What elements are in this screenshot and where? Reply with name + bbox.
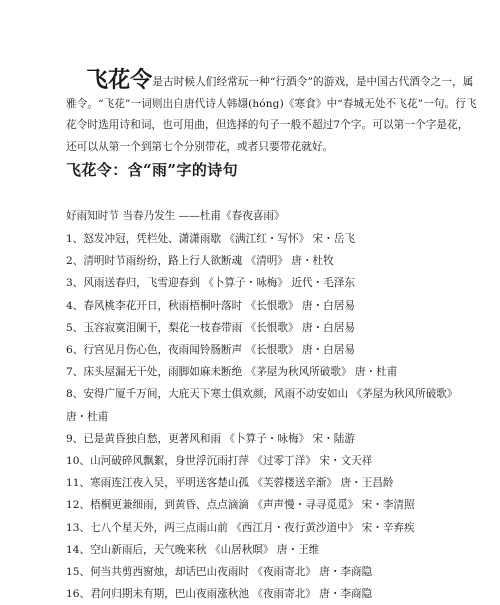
list-item: 5、玉容寂寞泪阑干，梨花一枝春带雨 《长恨歌》 唐・白居易 xyxy=(66,321,355,334)
list-item: 4、春风桃李花开日，秋雨梧桐叶落时 《长恨歌》 唐・白居易 xyxy=(66,299,355,312)
list-item: 10、山河破碎风飘絮，身世浮沉雨打萍 《过零丁洋》 宋・文天祥 xyxy=(66,455,373,468)
list-item: 15、何当共剪西窗烛，却话巴山夜雨时 《夜雨寄北》 唐・李商隐 xyxy=(66,566,373,579)
list-item: 8、安得广厦千万间，大庇天下寒士俱欢颜，风雨不动安如山 《茅屋为秋风所破歌》 xyxy=(66,388,458,401)
list-item: 唐・杜甫 xyxy=(66,410,109,423)
list-item: 2、清明时节雨纷纷，路上行人欲断魂 《清明》 唐・杜牧 xyxy=(66,255,334,268)
intro-big-title: 飞花令 xyxy=(86,67,153,93)
section-heading: 飞花令：含“雨”字的诗句 xyxy=(66,161,239,179)
example-verse: 好雨知时节 当春乃发生 ——杜甫《春夜喜雨》 xyxy=(66,210,285,222)
list-item: 16、君问归期未有期，巴山夜雨涨秋池 《夜雨寄北》 唐・李商隐 xyxy=(66,588,373,601)
list-item: 9、已是黄昏独自愁，更著风和雨 《卜算子・咏梅》 宋・陆游 xyxy=(66,432,355,445)
list-item: 3、风雨送春归，飞雪迎春到 《卜算子・咏梅》 近代・毛泽东 xyxy=(66,277,355,290)
list-item: 6、行宫见月伤心色，夜雨闻铃肠断声 《长恨歌》 唐・白居易 xyxy=(66,344,355,357)
list-item: 12、梧桐更兼细雨，到黄昏、点点滴滴 《声声慢・寻寻觅觅》 宋・李清照 xyxy=(66,499,415,512)
list-item: 1、怒发冲冠，凭栏处、潇潇雨歇 《满江红・写怀》 宋・岳飞 xyxy=(66,233,355,245)
list-item: 7、床头屋漏无干处，雨脚如麻未断绝 《茅屋为秋风所破歌》 唐・杜甫 xyxy=(66,366,398,379)
list-item: 14、空山新雨后，天气晚来秋 《山居秋暝》 唐・王维 xyxy=(66,543,320,556)
list-item: 11、寒雨连江夜入吴，平明送客楚山孤 《芙蓉楼送辛渐》 唐・王昌龄 xyxy=(66,477,394,490)
list-item: 13、七八个星天外，两三点雨山前 《西江月・夜行黄沙道中》 宋・辛弃疾 xyxy=(66,521,415,534)
intro-paragraph xyxy=(66,67,478,158)
intro-text: 是古时候人们经常玩一种“行酒令”的游戏，是中国古代酒令之一，属雅令。“飞花”一词则出自唐代诗人韩翃(hóng)《寒食》中“春城无处不飞花”一句。行飞花令时选用诗和词，也可用曲，但选择的句子一般不超过7个字。可以第一个字是花，还可以从第一个到第七个分别带花，或者只要带花就好。 xyxy=(66,76,477,153)
poem-list xyxy=(66,228,486,605)
